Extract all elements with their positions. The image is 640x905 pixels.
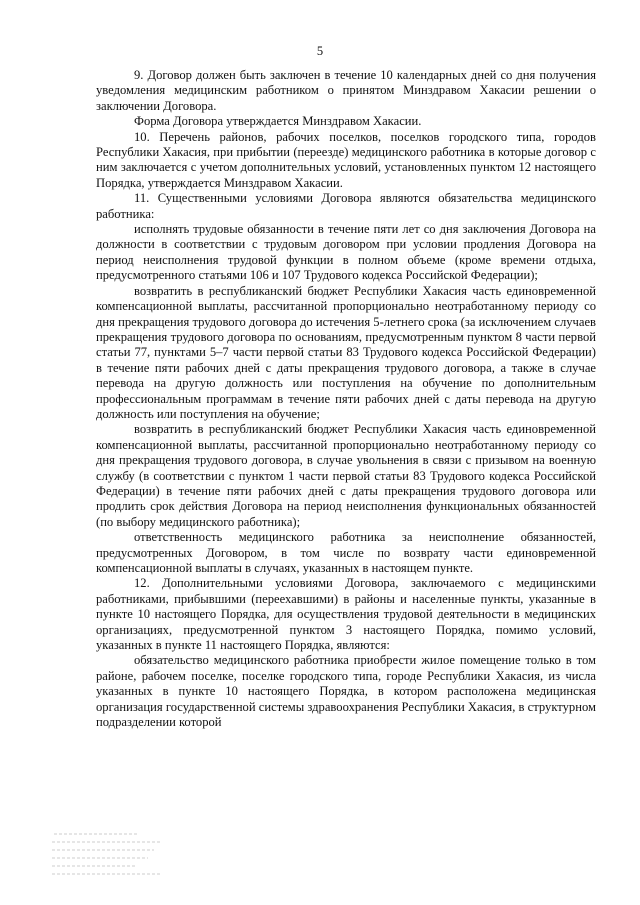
paragraph-11-responsibility: ответственность медицинского работника за неисполнение обязанностей, предусмотренных Договором, в том числе по возврату части единовременной компенсационной выплаты в случаях, указанных в настоящем пункте. (96, 530, 596, 575)
paragraph-11: 11. Существенными условиями Договора являются обязательства медицинского работника: (96, 191, 596, 221)
paragraph-9-form: Форма Договора утверждается Минздравом Хакасии. (134, 114, 422, 129)
paragraph-12-housing: обязательство медицинского работника приобрести жилое помещение только в том районе, рабочем поселке, поселке городского типа, городе Республики Хакасия, из числа указанных в пункте 10 настоящего Порядка, в котором расположена медицинская организация государственной системы здравоохранения Республики Хакасия, в структурном подразделении которой (96, 653, 596, 730)
paragraph-11-duty-military: возвратить в республиканский бюджет Республики Хакасия часть единовременной компенсационной выплаты, рассчитанной пропорционально неотработанному периоду со дня прекращения трудового договора, в случае увольнения в связи с призывом на военную службу (в соответствии с пунктом 1 части первой статьи 83 Трудового кодекса Российской Федерации) в течение пяти рабочих дней с даты прекращения трудового договора или продлить срок действия Договора на период неисполнения функциональных обязанностей (по выбору медицинского работника); (96, 422, 596, 529)
paragraph-11-duty-work: исполнять трудовые обязанности в течение пяти лет со дня заключения Договора на должности в соответствии с трудовым договором при условии продления Договора на период неисполнения трудовой функции в полном объеме (кроме времени отдыха, предусмотренного статьями 106 и 107 Трудового кодекса Российской Федерации); (96, 222, 596, 283)
paragraph-9: 9. Договор должен быть заключен в течение 10 календарных дней со дня получения уведомления медицинским работником о принятом Минздравом Хакасии решении о заключении Договора. (96, 68, 596, 113)
document-body (96, 68, 596, 730)
paragraph-10: 10. Перечень районов, рабочих поселков, поселков городского типа, городов Республики Хакасия, при прибытии (переезде) медицинского работника в которые договор с ним заключается с учетом дополнительных условий, установленных пунктом 12 настоящего Порядка, утверждается Минздравом Хакасии. (96, 129, 596, 190)
paragraph-11-duty-return: возвратить в республиканский бюджет Республики Хакасия часть единовременной компенсационной выплаты, рассчитанной пропорционально неотработанному периоду со дня прекращения трудового договора до истечения 5-летнего срока (за исключением случаев прекращения трудового договора по основаниям, предусмотренным пунктом 8 части первой статьи 77, пунктами 5–7 части первой статьи 83 Трудового кодекса Российской Федерации) в течение пяти рабочих дней с даты прекращения трудового договора, а также в случае перевода на другую должность или поступления на обучение по дополнительным профессиональным программам в течение пяти рабочих дней с даты перевода на другую должность или поступления на обучение; (96, 283, 596, 421)
page-number: 5 (316, 44, 324, 58)
paragraph-12: 12. Дополнительными условиями Договора, заключаемого с медицинскими работниками, прибывшими (переехавшими) в районы и населенные пункты, указанные в пункте 10 настоящего Порядка, для осуществления трудовой деятельности в медицинских организациях, предусмотренной пунктом 3 настоящего Порядка, помимо условий, указанных в пункте 11 настоящего Порядка, являются: (96, 576, 596, 653)
faded-stamp-mark (50, 828, 166, 878)
